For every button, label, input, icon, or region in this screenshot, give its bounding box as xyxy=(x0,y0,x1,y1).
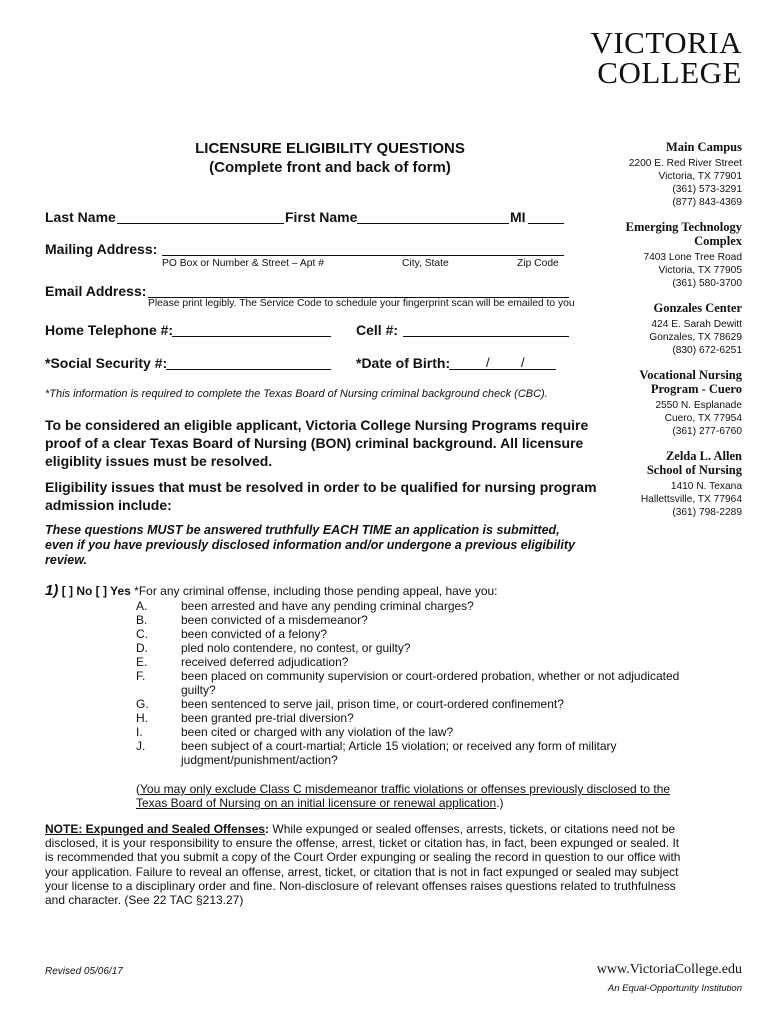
item-text: been sentenced to serve jail, prison time, or court-ordered confinement? xyxy=(181,697,564,711)
email-label: Email Address: xyxy=(45,283,147,299)
item-text: been granted pre-trial diversion? xyxy=(181,711,354,725)
exclusion-close: .) xyxy=(496,796,504,810)
note-label: NOTE: Expunged and Sealed Offenses xyxy=(45,822,266,836)
question-intro: *For any criminal offense, including those pending appeal, have you: xyxy=(134,584,498,598)
eligibility-statement: To be considered an eligible applicant, Victoria College Nursing Programs require proof of a clear Texas Board of Nursing (BON) criminal background. All licensure eligiblity issues must be resolved. xyxy=(45,417,589,469)
email-note: Please print legibly. The Service Code to schedule your fingerprint scan will be emailed to you xyxy=(148,298,575,309)
dob-label: *Date of Birth: xyxy=(356,355,451,371)
website: www.VictoriaCollege.edu xyxy=(596,962,742,977)
item-text: pled nolo contendere, no contest, or guilty? xyxy=(181,641,411,655)
expunged-sealed-note xyxy=(45,822,685,907)
mailing-address-label: Mailing Address: xyxy=(45,241,158,257)
campus-line: (830) 672-6251 xyxy=(672,345,742,356)
cbc-note: *This information is required to complete the Texas Board of Nursing criminal background check (CBC). xyxy=(45,388,548,400)
item-text: been convicted of a felony? xyxy=(181,627,328,641)
campus-line: (361) 580-3700 xyxy=(672,278,742,289)
campus-gonzales xyxy=(649,301,742,357)
title-line-2: (Complete front and back of form) xyxy=(209,159,451,176)
last-name-field[interactable] xyxy=(117,209,284,224)
campus-main xyxy=(629,140,742,209)
title-line-1: LICENSURE ELIGIBILITY QUESTIONS xyxy=(195,140,465,157)
item-letter: I. xyxy=(136,725,143,739)
list-item xyxy=(136,669,681,697)
item-letter: C. xyxy=(136,627,148,641)
campus-line: 2550 N. Esplanade xyxy=(655,400,742,411)
item-letter: H. xyxy=(136,711,148,725)
campus-name: Vocational Nursing Program - Cuero xyxy=(639,368,742,396)
no-yes-checkboxes[interactable]: [ ] No [ ] Yes xyxy=(61,584,131,598)
address-po-hint: PO Box or Number & Street – Apt # xyxy=(162,258,324,269)
college-logo xyxy=(590,25,742,90)
campus-name: Zelda L. Allen School of Nursing xyxy=(646,449,742,477)
item-letter: E. xyxy=(136,655,148,669)
item-text: received deferred adjudication? xyxy=(181,655,349,669)
home-telephone-label: Home Telephone #: xyxy=(45,322,174,338)
list-item xyxy=(136,711,681,725)
cell-label: Cell #: xyxy=(356,322,399,338)
campus-line: (361) 277-6760 xyxy=(672,426,742,437)
mi-label: MI xyxy=(510,209,526,225)
dob-slash: / xyxy=(486,355,490,370)
campus-name: Emerging Technology Complex xyxy=(625,220,742,248)
list-item xyxy=(136,725,681,739)
ssn-field[interactable] xyxy=(166,355,331,370)
campus-line: (361) 798-2289 xyxy=(672,507,742,518)
campus-line: (361) 573-3291 xyxy=(672,184,742,195)
question-number: 1) xyxy=(45,582,59,599)
note-colon: : xyxy=(265,822,270,836)
item-letter: A. xyxy=(136,599,148,613)
item-letter: B. xyxy=(136,613,148,627)
item-letter: F. xyxy=(136,669,146,683)
campus-line: Gonzales, TX 78629 xyxy=(649,332,742,343)
campus-line: Victoria, TX 77901 xyxy=(658,171,742,182)
list-item xyxy=(136,641,681,655)
campus-line: Hallettsville, TX 77964 xyxy=(640,494,742,505)
list-item xyxy=(136,739,681,767)
question-1-items xyxy=(136,599,681,767)
item-text: been arrested and have any pending criminal charges? xyxy=(181,599,474,613)
question-1 xyxy=(45,584,498,598)
dob-field[interactable] xyxy=(449,355,556,370)
first-name-label: First Name xyxy=(285,209,358,225)
dob-slash: / xyxy=(521,355,525,370)
item-letter: J. xyxy=(136,739,146,753)
list-item xyxy=(136,697,681,711)
item-letter: D. xyxy=(136,641,148,655)
page-title xyxy=(140,139,520,177)
address-zip-hint: Zip Code xyxy=(517,258,559,269)
campus-cuero xyxy=(624,368,742,438)
note-text: While expunged or sealed offenses, arrests, tickets, or citations need not be disclosed, it is your responsibility to ensure the offense, arrest, ticket or citation has, in fact, been expunged or sealed. It is recommended that you submit a copy of the Court Order expunging or sealing the record in question to our office with your application. Failure to reveal an offense, arrest, ticket, or citation that is not in fact expunged or sealed may subject your license to a disciplinary order and fine. Non-disclosure of relevant offenses raises questions related to truthfulness and character. (See 22 TAC §213.27) xyxy=(45,822,681,908)
list-item xyxy=(136,613,681,627)
list-item xyxy=(136,627,681,641)
equal-opportunity-note: An Equal-Opportunity Institution xyxy=(607,983,742,994)
ssn-label: *Social Security #: xyxy=(45,355,168,371)
campus-line: 7403 Lone Tree Road xyxy=(643,252,742,263)
item-text: been cited or charged with any violation of the law? xyxy=(181,725,454,739)
item-text: been placed on community supervision or court-ordered probation, whether or not adjudicated guilty? xyxy=(181,669,680,697)
item-letter: G. xyxy=(136,697,149,711)
campus-name: Gonzales Center xyxy=(653,301,742,315)
campus-hallettsville xyxy=(637,449,742,519)
list-item xyxy=(136,599,681,613)
cell-field[interactable] xyxy=(403,322,569,337)
campus-line: (877) 843-4369 xyxy=(672,197,742,208)
campus-line: Cuero, TX 77954 xyxy=(664,413,742,424)
revised-date: Revised 05/06/17 xyxy=(45,966,123,977)
campus-line: 2200 E. Red River Street xyxy=(628,158,742,169)
item-text: been convicted of a misdemeanor? xyxy=(181,613,368,627)
exclusion-text: You may only exclude Class C misdemeanor traffic violations or offenses previously disclosed to the Texas Board of Nursing on an initial licensure or renewal application xyxy=(136,782,671,810)
last-name-label: Last Name xyxy=(45,209,116,225)
home-telephone-field[interactable] xyxy=(172,322,331,337)
exclusion-note xyxy=(136,782,681,810)
list-item xyxy=(136,655,681,669)
truthful-answer-warning: These questions MUST be answered truthfully EACH TIME an application is submitted, even if you have previously disclosed information and/or undergone a previous eligibility review. xyxy=(45,523,575,567)
logo-line-1: VICTORIA xyxy=(590,25,742,60)
logo-line-2: COLLEGE xyxy=(597,55,742,90)
campus-name: Main Campus xyxy=(665,140,742,154)
first-name-field[interactable] xyxy=(357,209,509,224)
campus-line: Victoria, TX 77905 xyxy=(658,265,742,276)
mailing-address-field[interactable] xyxy=(162,241,564,256)
campus-emerging-technology xyxy=(612,220,742,290)
eligibility-issues-heading: Eligibility issues that must be resolved in order to be qualified for nursing program admission include: xyxy=(45,479,597,513)
email-field[interactable] xyxy=(148,283,569,298)
mi-field[interactable] xyxy=(528,209,564,224)
campus-line: 424 E. Sarah Dewitt xyxy=(651,319,742,330)
item-text: been subject of a court-martial; Article 15 violation; or received any form of military judgment/punishment/action? xyxy=(181,739,617,767)
exclusion-open: ( xyxy=(136,782,140,796)
campus-line: 1410 N. Texana xyxy=(670,481,742,492)
address-city-hint: City, State xyxy=(402,258,449,269)
